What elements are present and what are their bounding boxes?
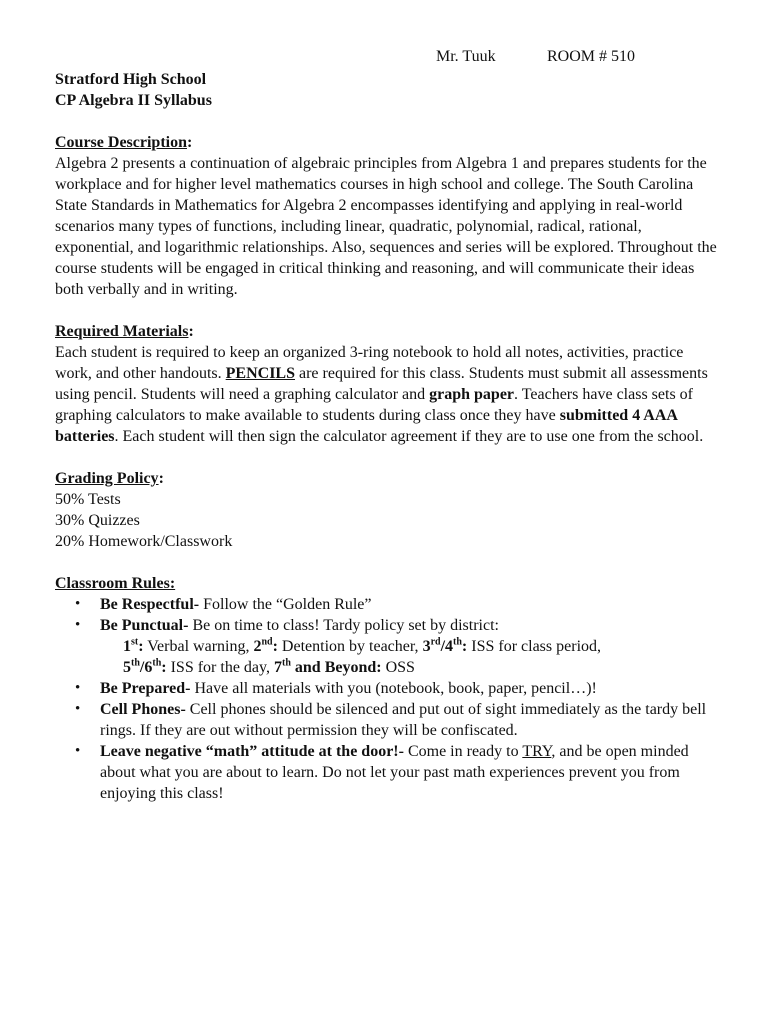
required-materials-text: Each student is required to keep an organized 3-ring notebook to hold all notes, activities, practice work, and other handouts. PENCILS are required for this class. Students must submit all assessments using pencil. Students will need a graphing calculator and graph paper. Teachers have class sets of graphing calculators to make available to students during class once they have submitted 4 AAA batteries. Each student will then sign the calculator agreement if they are to use one from the school. <box>55 344 708 445</box>
classroom-rules-heading: Classroom Rules: <box>55 575 176 592</box>
syllabus-page <box>55 46 720 804</box>
tardy-policy-line: 5th/6th: ISS for the day, 7th and Beyond: OSS <box>123 657 415 676</box>
grading-policy-heading: Grading Policy: <box>55 470 164 487</box>
rule-item: • Be Prepared- Have all materials with you (notebook, book, paper, pencil…)! <box>75 680 597 697</box>
course-title: CP Algebra II Syllabus <box>55 92 212 109</box>
school-name: Stratford High School <box>55 71 207 88</box>
rule-item: • Leave negative “math” attitude at the door!- Come in ready to TRY, and be open minded about what you are about to learn. Do not let your past math experiences prevent you from enjoying this class! <box>75 743 689 802</box>
header-line <box>55 46 720 69</box>
grading-item: 30% Quizzes <box>55 512 140 529</box>
batteries-emphasis: submitted 4 AAA batteries <box>55 407 678 445</box>
rule-item: • Be Punctual- Be on time to class! Tardy policy set by district: 1st: Verbal warning, 2nd: Detention by teacher, 3rd/4th: ISS for class period, 5th/6th: ISS for the day, 7th and Beyond: OSS <box>55 615 720 678</box>
rule-item: • Cell Phones- Cell phones should be silenced and put out of sight immediately as the tardy bell rings. If they are out without permission they will be confiscated. <box>75 701 707 739</box>
room-number: ROOM # 510 <box>547 48 636 65</box>
pencils-emphasis: PENCILS <box>225 365 295 382</box>
course-description-text: Algebra 2 presents a continuation of algebraic principles from Algebra 1 and prepares students for the workplace and for higher level mathematics courses in high school and college. The South Carolina State Standards in Mathematics for Algebra 2 encompasses identifying and applying in real-world scenarios many types of functions, including linear, quadratic, polynomial, radical, rational, exponential, and logarithmic relationships. Also, sequences and series will be explored. Throughout the course students will be engaged in critical thinking and reasoning, and will communicate their ideas both verbally and in writing. <box>55 155 717 298</box>
bullet-icon: • <box>75 680 81 696</box>
bullet-icon: • <box>75 701 81 717</box>
rule-item: • Be Respectful- Follow the “Golden Rule” <box>75 596 372 613</box>
teacher-name: Mr. Tuuk <box>436 48 496 65</box>
grading-item: 50% Tests <box>55 491 121 508</box>
bullet-icon: • <box>75 617 81 633</box>
bullet-icon: • <box>75 743 81 759</box>
tardy-policy-line: 1st: Verbal warning, 2nd: Detention by teacher, 3rd/4th: ISS for class period, <box>123 636 602 655</box>
bullet-icon: • <box>75 596 81 612</box>
rules-list <box>55 594 720 804</box>
try-emphasis: TRY <box>522 743 552 760</box>
course-description-heading: Course Description: <box>55 134 193 151</box>
required-materials-heading: Required Materials: <box>55 323 194 340</box>
graph-paper-emphasis: graph paper <box>429 386 515 403</box>
grading-item: 20% Homework/Classwork <box>55 533 233 550</box>
